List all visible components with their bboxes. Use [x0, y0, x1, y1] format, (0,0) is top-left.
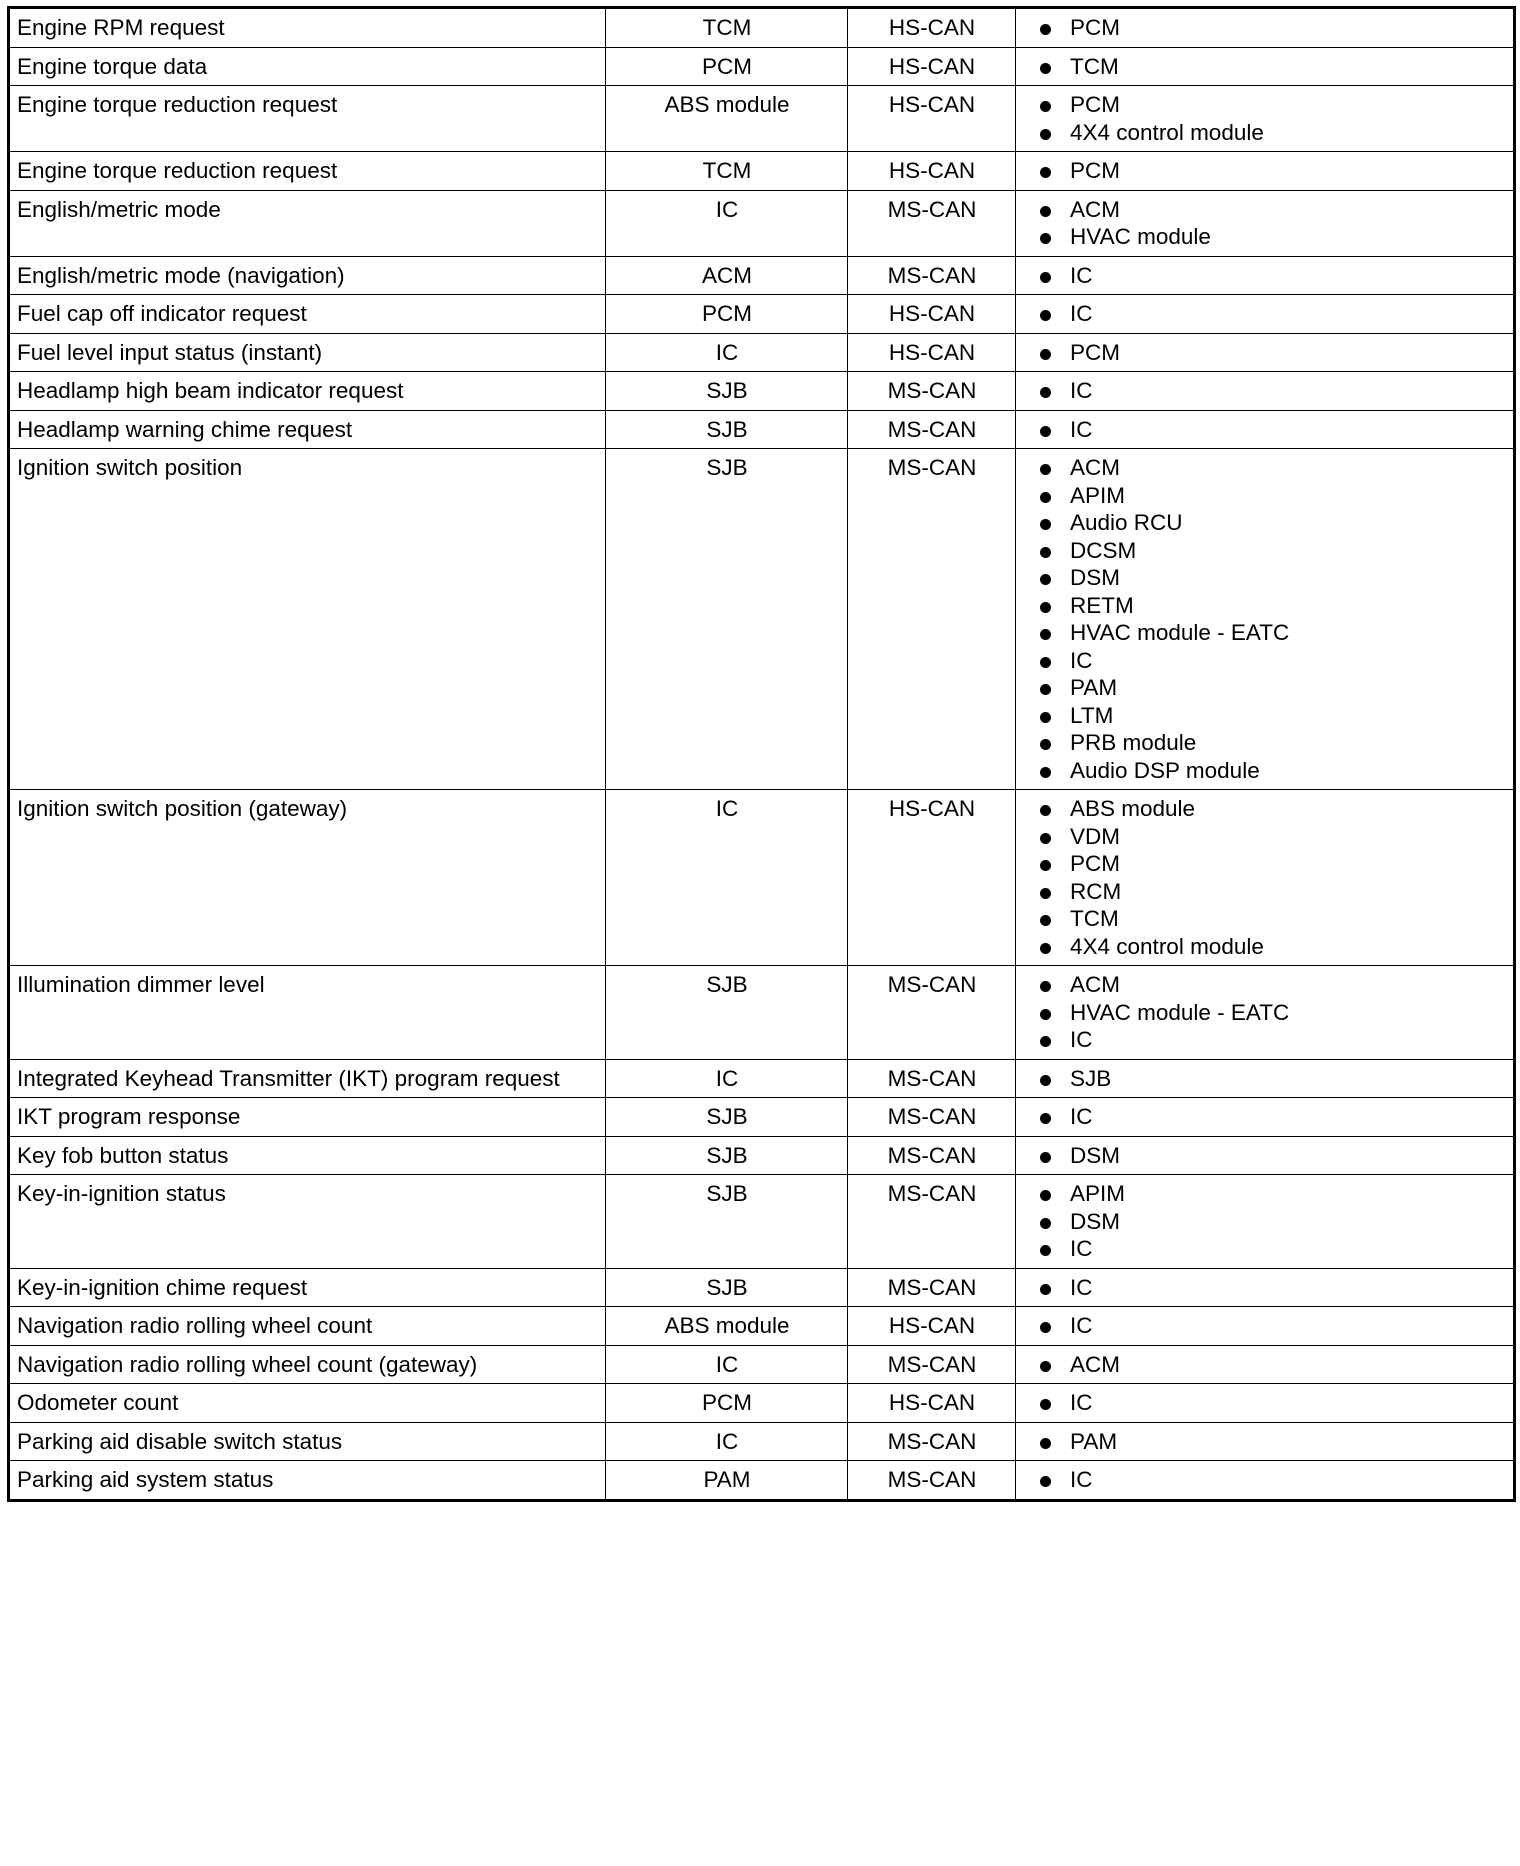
receiver-list-item: PAM: [1039, 674, 1507, 702]
message-cell: Key fob button status: [9, 1136, 606, 1175]
receiver-list-item: IC: [1039, 647, 1507, 675]
receiver-list: [1039, 1065, 1507, 1093]
message-cell: Odometer count: [9, 1384, 606, 1423]
receiving-modules-cell: [1016, 8, 1515, 48]
receiver-list: [1039, 1274, 1507, 1302]
receiving-modules-cell: [1016, 966, 1515, 1060]
table-row: [9, 86, 1515, 152]
table-row: [9, 1422, 1515, 1461]
receiver-list: [1039, 1180, 1507, 1263]
receiver-list-item: IC: [1039, 1274, 1507, 1302]
receiving-modules-cell: [1016, 1175, 1515, 1269]
receiving-modules-cell: [1016, 1461, 1515, 1501]
receiving-modules-cell: [1016, 152, 1515, 191]
receiver-list-item: PRB module: [1039, 729, 1507, 757]
receiver-list-item: LTM: [1039, 702, 1507, 730]
message-cell: Fuel level input status (instant): [9, 333, 606, 372]
receiver-list-item: Audio RCU: [1039, 509, 1507, 537]
receiver-list: [1039, 300, 1507, 328]
receiver-list-item: APIM: [1039, 1180, 1507, 1208]
receiver-list-item: ACM: [1039, 1351, 1507, 1379]
network-cell: MS-CAN: [848, 256, 1016, 295]
receiver-list: [1039, 1312, 1507, 1340]
table-row: [9, 256, 1515, 295]
originating-module-cell: ACM: [606, 256, 848, 295]
network-cell: HS-CAN: [848, 295, 1016, 334]
receiver-list: [1039, 91, 1507, 146]
table-row: [9, 1098, 1515, 1137]
receiver-list-item: TCM: [1039, 905, 1507, 933]
receiver-list: [1039, 416, 1507, 444]
originating-module-cell: SJB: [606, 449, 848, 790]
receiver-list-item: 4X4 control module: [1039, 933, 1507, 961]
originating-module-cell: PCM: [606, 295, 848, 334]
table-body: [9, 8, 1515, 1501]
receiver-list: [1039, 53, 1507, 81]
originating-module-cell: IC: [606, 790, 848, 966]
message-cell: Illumination dimmer level: [9, 966, 606, 1060]
network-cell: HS-CAN: [848, 86, 1016, 152]
receiver-list-item: IC: [1039, 262, 1507, 290]
table-row: [9, 1345, 1515, 1384]
message-cell: Headlamp high beam indicator request: [9, 372, 606, 411]
receiver-list: [1039, 1351, 1507, 1379]
originating-module-cell: IC: [606, 1422, 848, 1461]
table-row: [9, 190, 1515, 256]
table-row: [9, 1384, 1515, 1423]
receiver-list-item: APIM: [1039, 482, 1507, 510]
network-cell: MS-CAN: [848, 1175, 1016, 1269]
network-cell: HS-CAN: [848, 790, 1016, 966]
receiver-list-item: PCM: [1039, 91, 1507, 119]
receiver-list: [1039, 971, 1507, 1054]
message-cell: Engine RPM request: [9, 8, 606, 48]
table-row: [9, 1307, 1515, 1346]
receiving-modules-cell: [1016, 1345, 1515, 1384]
message-cell: Navigation radio rolling wheel count: [9, 1307, 606, 1346]
table-row: [9, 1136, 1515, 1175]
message-cell: Fuel cap off indicator request: [9, 295, 606, 334]
receiver-list-item: PAM: [1039, 1428, 1507, 1456]
network-cell: MS-CAN: [848, 1098, 1016, 1137]
network-cell: HS-CAN: [848, 152, 1016, 191]
receiving-modules-cell: [1016, 333, 1515, 372]
receiving-modules-cell: [1016, 1268, 1515, 1307]
receiving-modules-cell: [1016, 1136, 1515, 1175]
message-cell: Engine torque reduction request: [9, 152, 606, 191]
receiver-list-item: VDM: [1039, 823, 1507, 851]
network-cell: MS-CAN: [848, 1268, 1016, 1307]
message-cell: English/metric mode: [9, 190, 606, 256]
originating-module-cell: SJB: [606, 1098, 848, 1137]
receiver-list-item: ABS module: [1039, 795, 1507, 823]
receiver-list-item: ACM: [1039, 196, 1507, 224]
table-row: [9, 372, 1515, 411]
network-cell: HS-CAN: [848, 333, 1016, 372]
receiver-list-item: PCM: [1039, 850, 1507, 878]
receiver-list: [1039, 262, 1507, 290]
network-cell: MS-CAN: [848, 372, 1016, 411]
message-cell: Navigation radio rolling wheel count (gateway): [9, 1345, 606, 1384]
receiver-list-item: DSM: [1039, 564, 1507, 592]
receiver-list-item: IC: [1039, 1103, 1507, 1131]
table-row: [9, 152, 1515, 191]
receiver-list-item: IC: [1039, 1312, 1507, 1340]
receiver-list-item: IC: [1039, 377, 1507, 405]
table-row: [9, 790, 1515, 966]
originating-module-cell: PAM: [606, 1461, 848, 1501]
receiving-modules-cell: [1016, 1307, 1515, 1346]
originating-module-cell: IC: [606, 333, 848, 372]
originating-module-cell: TCM: [606, 8, 848, 48]
originating-module-cell: SJB: [606, 1175, 848, 1269]
receiver-list-item: HVAC module: [1039, 223, 1507, 251]
network-cell: MS-CAN: [848, 1136, 1016, 1175]
originating-module-cell: SJB: [606, 372, 848, 411]
receiving-modules-cell: [1016, 190, 1515, 256]
receiver-list-item: IC: [1039, 416, 1507, 444]
originating-module-cell: ABS module: [606, 1307, 848, 1346]
network-message-table: [7, 6, 1516, 1502]
receiving-modules-cell: [1016, 47, 1515, 86]
receiver-list-item: IC: [1039, 1235, 1507, 1263]
receiving-modules-cell: [1016, 1384, 1515, 1423]
receiving-modules-cell: [1016, 256, 1515, 295]
receiver-list-item: PCM: [1039, 14, 1507, 42]
receiving-modules-cell: [1016, 295, 1515, 334]
table-row: [9, 333, 1515, 372]
table-row: [9, 295, 1515, 334]
receiver-list-item: SJB: [1039, 1065, 1507, 1093]
table-row: [9, 1059, 1515, 1098]
network-cell: MS-CAN: [848, 190, 1016, 256]
network-cell: MS-CAN: [848, 410, 1016, 449]
receiving-modules-cell: [1016, 790, 1515, 966]
table-row: [9, 1268, 1515, 1307]
network-cell: MS-CAN: [848, 966, 1016, 1060]
receiving-modules-cell: [1016, 1059, 1515, 1098]
receiving-modules-cell: [1016, 1422, 1515, 1461]
receiver-list-item: PCM: [1039, 339, 1507, 367]
message-cell: Parking aid disable switch status: [9, 1422, 606, 1461]
receiver-list-item: RETM: [1039, 592, 1507, 620]
message-cell: Headlamp warning chime request: [9, 410, 606, 449]
table-row: [9, 410, 1515, 449]
receiver-list-item: IC: [1039, 300, 1507, 328]
table-row: [9, 1175, 1515, 1269]
receiving-modules-cell: [1016, 372, 1515, 411]
message-cell: Key-in-ignition status: [9, 1175, 606, 1269]
receiving-modules-cell: [1016, 1098, 1515, 1137]
message-cell: IKT program response: [9, 1098, 606, 1137]
receiver-list-item: IC: [1039, 1389, 1507, 1417]
table-row: [9, 1461, 1515, 1501]
network-cell: HS-CAN: [848, 1307, 1016, 1346]
message-cell: Engine torque data: [9, 47, 606, 86]
message-cell: Parking aid system status: [9, 1461, 606, 1501]
receiver-list: [1039, 1389, 1507, 1417]
originating-module-cell: SJB: [606, 410, 848, 449]
receiver-list-item: IC: [1039, 1466, 1507, 1494]
originating-module-cell: SJB: [606, 966, 848, 1060]
network-cell: HS-CAN: [848, 47, 1016, 86]
originating-module-cell: ABS module: [606, 86, 848, 152]
receiver-list-item: IC: [1039, 1026, 1507, 1054]
receiver-list-item: HVAC module - EATC: [1039, 619, 1507, 647]
originating-module-cell: TCM: [606, 152, 848, 191]
receiver-list-item: ACM: [1039, 971, 1507, 999]
originating-module-cell: IC: [606, 1345, 848, 1384]
receiver-list: [1039, 157, 1507, 185]
table-row: [9, 8, 1515, 48]
receiver-list: [1039, 1428, 1507, 1456]
receiver-list-item: HVAC module - EATC: [1039, 999, 1507, 1027]
receiver-list-item: ACM: [1039, 454, 1507, 482]
table-row: [9, 449, 1515, 790]
message-cell: English/metric mode (navigation): [9, 256, 606, 295]
originating-module-cell: PCM: [606, 1384, 848, 1423]
receiving-modules-cell: [1016, 410, 1515, 449]
receiver-list-item: Audio DSP module: [1039, 757, 1507, 785]
receiver-list-item: DSM: [1039, 1142, 1507, 1170]
message-cell: Ignition switch position (gateway): [9, 790, 606, 966]
originating-module-cell: PCM: [606, 47, 848, 86]
receiver-list: [1039, 1103, 1507, 1131]
receiving-modules-cell: [1016, 449, 1515, 790]
table-row: [9, 966, 1515, 1060]
receiver-list-item: 4X4 control module: [1039, 119, 1507, 147]
receiver-list: [1039, 377, 1507, 405]
receiver-list-item: TCM: [1039, 53, 1507, 81]
receiver-list: [1039, 1142, 1507, 1170]
originating-module-cell: SJB: [606, 1136, 848, 1175]
network-cell: MS-CAN: [848, 1422, 1016, 1461]
message-cell: Engine torque reduction request: [9, 86, 606, 152]
receiver-list-item: DCSM: [1039, 537, 1507, 565]
originating-module-cell: IC: [606, 1059, 848, 1098]
table-row: [9, 47, 1515, 86]
receiver-list: [1039, 795, 1507, 960]
receiver-list: [1039, 1466, 1507, 1494]
message-cell: Key-in-ignition chime request: [9, 1268, 606, 1307]
network-cell: MS-CAN: [848, 449, 1016, 790]
message-cell: Ignition switch position: [9, 449, 606, 790]
network-cell: MS-CAN: [848, 1461, 1016, 1501]
network-cell: MS-CAN: [848, 1345, 1016, 1384]
message-cell: Integrated Keyhead Transmitter (IKT) program request: [9, 1059, 606, 1098]
network-cell: HS-CAN: [848, 8, 1016, 48]
receiver-list-item: RCM: [1039, 878, 1507, 906]
receiver-list: [1039, 339, 1507, 367]
network-cell: MS-CAN: [848, 1059, 1016, 1098]
receiver-list: [1039, 196, 1507, 251]
originating-module-cell: IC: [606, 190, 848, 256]
receiver-list: [1039, 454, 1507, 784]
network-cell: HS-CAN: [848, 1384, 1016, 1423]
receiver-list-item: PCM: [1039, 157, 1507, 185]
originating-module-cell: SJB: [606, 1268, 848, 1307]
receiver-list: [1039, 14, 1507, 42]
receiver-list-item: DSM: [1039, 1208, 1507, 1236]
receiving-modules-cell: [1016, 86, 1515, 152]
